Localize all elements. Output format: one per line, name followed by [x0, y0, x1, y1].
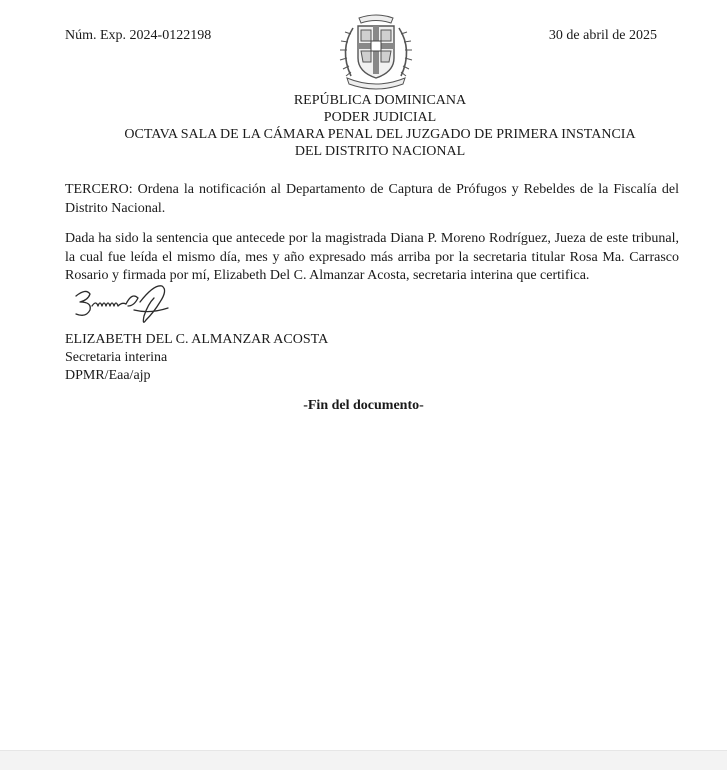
signer-name: ELIZABETH DEL C. ALMANZAR ACOSTA — [65, 332, 329, 347]
paragraph-certification: Dada ha sido la sentencia que antecede por la magistrada Diana P. Moreno Rodríguez, Jueza de este tribunal, la cual fue leída el mismo día, mes y año expresado más arriba por la secretaria titular Rosa Ma. Carrasco Rosario y firmada por mí, Elizabeth Del C. Almanzar Acosta, secretaria interina que certifica. — [65, 231, 679, 283]
coat-of-arms-seal-icon — [331, 10, 421, 92]
signer-block — [65, 331, 328, 385]
handwritten-signature-icon — [70, 280, 180, 332]
header-line-court: OCTAVA SALA DE LA CÁMARA PENAL DEL JUZGADO DE PRIMERA INSTANCIA — [124, 127, 636, 142]
court-header — [60, 92, 700, 160]
case-number: Núm. Exp. 2024-0122198 — [65, 28, 212, 43]
header-line-country: REPÚBLICA DOMINICANA — [293, 93, 467, 108]
header-line-district: DEL DISTRITO NACIONAL — [294, 144, 466, 159]
background-strip — [0, 750, 727, 770]
paragraph-tercero: TERCERO: Ordena la notificación al Departamento de Captura de Prófugos y Rebeldes de la Fiscalía del Distrito Nacional. — [65, 182, 679, 216]
header-line-branch: PODER JUDICIAL — [323, 110, 437, 125]
signer-role: Secretaria interina — [65, 350, 168, 365]
document-date: 30 de abril de 2025 — [548, 28, 657, 43]
end-of-document: -Fin del documento- — [303, 398, 424, 413]
signer-reference: DPMR/Eaa/ajp — [65, 368, 151, 383]
